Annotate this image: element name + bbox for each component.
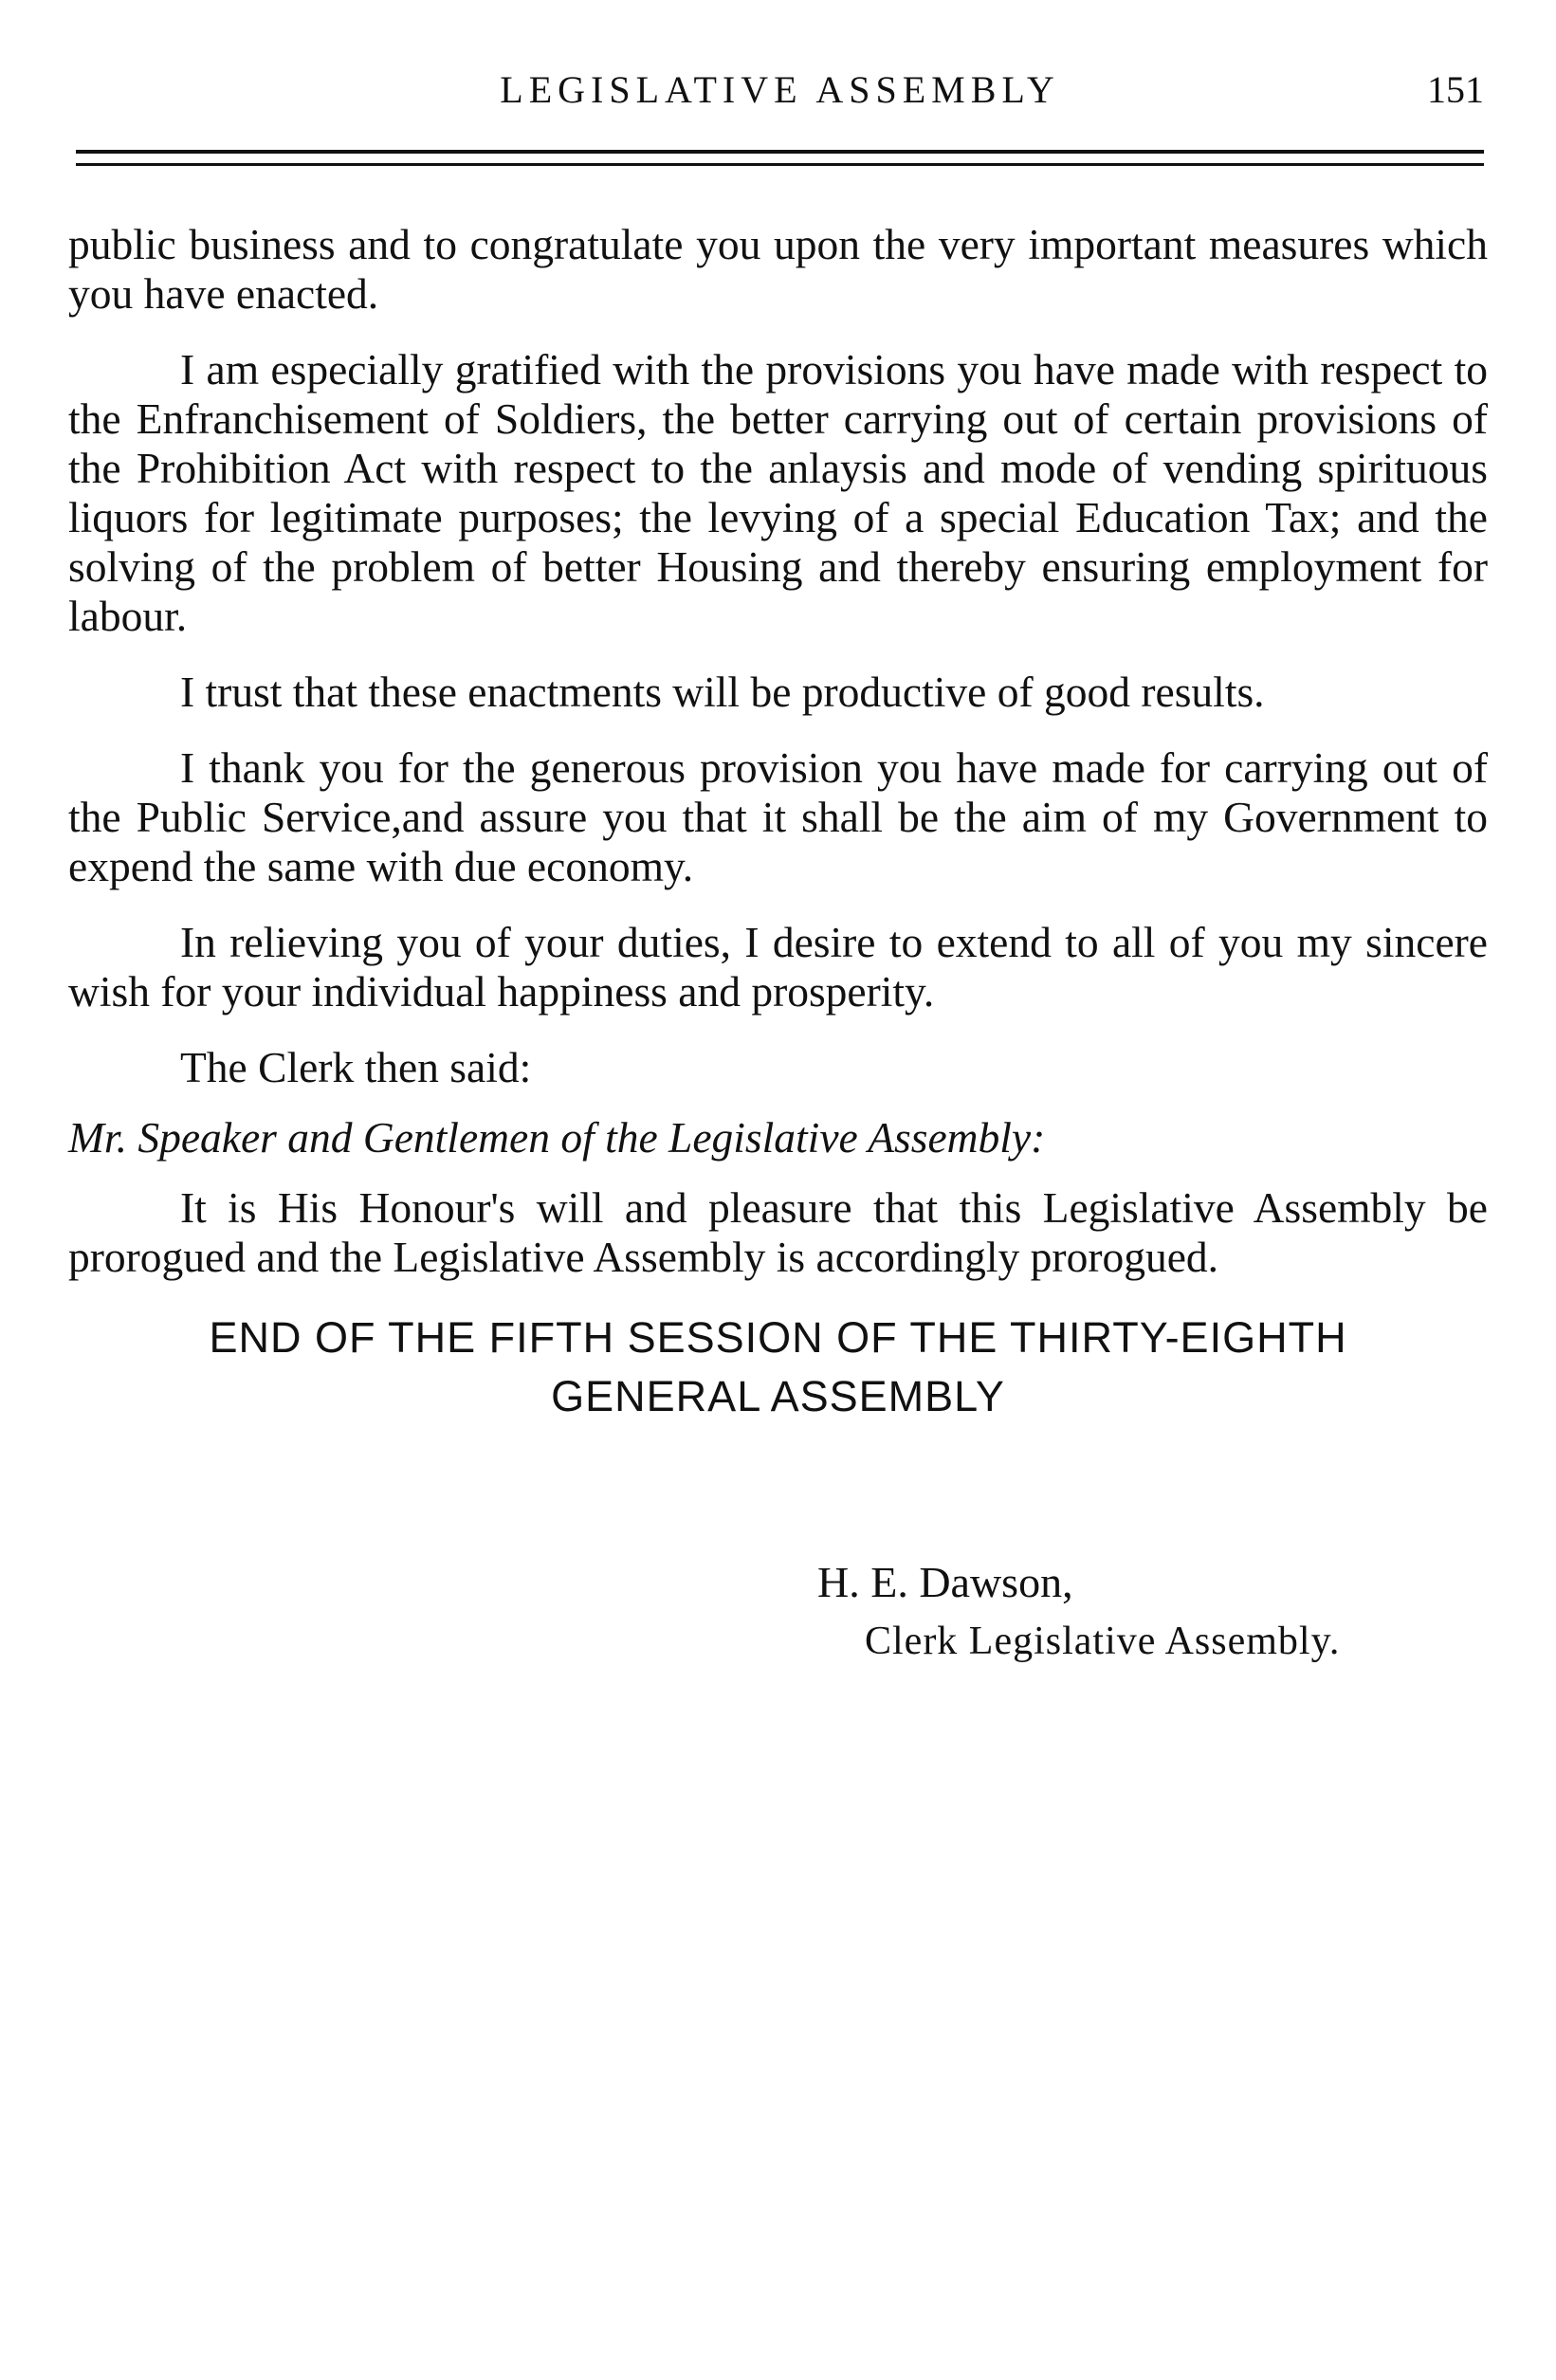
signature-block xyxy=(817,1553,1340,1671)
paragraph-continuation: public business and to congratulate you upon the very important measures which you have enacted. xyxy=(68,220,1488,318)
page-header xyxy=(76,57,1484,123)
closing-heading-line-1: END OF THE FIFTH SESSION OF THE THIRTY-EIGHTH xyxy=(209,1313,1347,1362)
paragraph-gratified: I am especially gratified with the provisions you have made with respect to the Enfranchisement of Soldiers, the better carrying out of certain provisions of the Prohibition Act with respect to the anlaysis and mode of vending spirituous liquors for legitimate purposes; the levying of a special Education Tax; and the solving of the problem of better Housing and thereby ensuring employment for labour. xyxy=(68,345,1488,640)
signature-role: Clerk Legislative Assembly. xyxy=(865,1620,1341,1663)
page-number: 151 xyxy=(1427,68,1484,111)
header-rule-thick xyxy=(76,150,1484,154)
paragraph-relieving: In relieving you of your duties, I desire to extend to all of you my sincere wish for your individual happiness and prosperity. xyxy=(68,918,1488,1016)
header-rule-thin xyxy=(76,163,1484,166)
running-head: LEGISLATIVE ASSEMBLY xyxy=(500,68,1060,111)
page-body xyxy=(68,220,1488,1426)
paragraph-thanks: I thank you for the generous provision you have made for carrying out of the Public Service,and assure you that it shall be the aim of my Government to expend the same with due economy. xyxy=(68,743,1488,890)
address-line: Mr. Speaker and Gentlemen of the Legislative Assembly: xyxy=(68,1113,1046,1162)
closing-heading-line-2: GENERAL ASSEMBLY xyxy=(551,1372,1005,1420)
paragraph-trust: I trust that these enactments will be productive of good results. xyxy=(180,668,1265,716)
paragraph-clerk-said: The Clerk then said: xyxy=(180,1043,532,1091)
paragraph-prorogued: It is His Honour's will and pleasure that this Legislative Assembly be prorogued and the Legislative Assembly is accordingly prorogued. xyxy=(68,1183,1488,1281)
signature-name: H. E. Dawson, xyxy=(817,1558,1073,1606)
